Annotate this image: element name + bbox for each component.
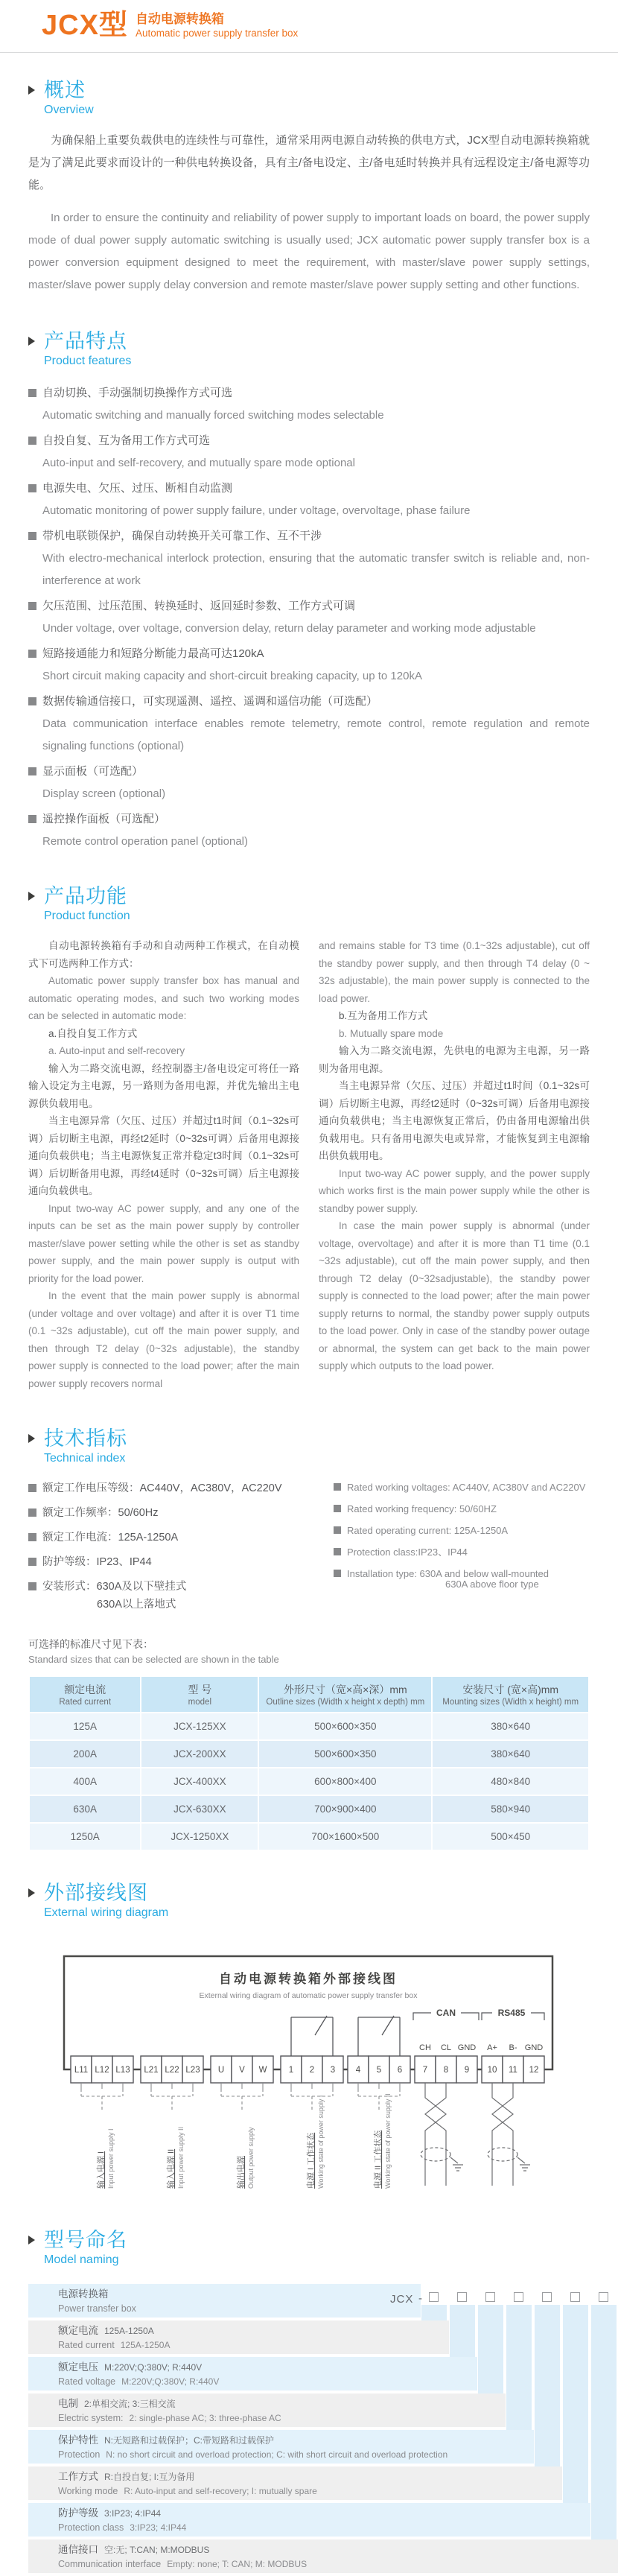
section-heading-en: Technical index bbox=[44, 1452, 126, 1465]
terminal-label: L11 bbox=[74, 2066, 89, 2075]
section-heading-en: Model naming bbox=[44, 2253, 119, 2266]
cell-outline-size: 600×800×400 bbox=[258, 1768, 432, 1795]
terminal-label: U bbox=[217, 2066, 225, 2075]
feature-en: Auto-input and self-recovery, and mutually spare mode optional bbox=[42, 457, 355, 469]
group-label-zh: 输入电源 II bbox=[167, 2148, 176, 2189]
tech-item-en: Rated working voltages: AC440V, AC380V and AC220V bbox=[347, 1482, 586, 1493]
section-arrow-icon bbox=[28, 86, 35, 95]
tech-item-en-extra: 630A above floor type bbox=[445, 1579, 539, 1590]
terminal-label: 4 bbox=[355, 2066, 361, 2075]
function-paragraph: In case the main power supply is abnormal (under voltage, overvoltage) and after it is more than T1 time (0.1 ~32s adjustable), cut off the main power supply, and then through T2 delay (0~32sadjustable), the standby power supply is connected to the load power; after the main power supply returns to normal, the standby power supply outputs to the load power. Only in case of the standby power outage or abnormal, the system can get back to the main power supply which outputs to the load power. bbox=[319, 1220, 590, 1371]
model-code-box bbox=[457, 2292, 467, 2302]
function-column-left bbox=[28, 937, 299, 1392]
feature-item bbox=[28, 478, 590, 522]
wiring-diagram-svg bbox=[60, 1940, 558, 2199]
naming-row: 保护特性 N:无短路和过载保护；C:带短路和过载保护 Protection N: no short circuit and overload protection; C: with short circuit and overload protection bbox=[28, 2430, 534, 2464]
terminal-label: 11 bbox=[509, 2066, 517, 2075]
function-column-right bbox=[319, 937, 590, 1392]
group-label-zh: 电源 II 工作状态 bbox=[374, 2130, 383, 2189]
naming-column-strip bbox=[535, 2305, 560, 2466]
tech-item-zh: 额定工作电流：125A-1250A bbox=[42, 1532, 179, 1544]
feature-zh: 显示面板（可选配） bbox=[42, 765, 144, 778]
section-heading-zh: 外部接线图 bbox=[44, 1882, 148, 1904]
bullet-square-icon bbox=[334, 1505, 341, 1512]
contact-symbol-1 bbox=[291, 2016, 333, 2056]
function-paragraph: In the event that the main power supply is abnormal (under voltage and over voltage) and after it is over T1 time (0.1 ~32s adjustable), cut off the main power supply, and then through T2 delay (0~32s adjustable), the standby power supply is connected to the load power; after the main power supply recovers normal bbox=[28, 1290, 299, 1389]
col-header-rated-current: 额定电流 Rated current bbox=[29, 1676, 141, 1713]
function-paragraph: Input two-way AC power supply, and the power supply which works first is the main power supply while the other is standby power supply. bbox=[319, 1167, 590, 1214]
table-header-row bbox=[29, 1676, 589, 1713]
tech-item-zh: 安装形式：630A及以下壁挂式 bbox=[42, 1581, 187, 1593]
model-code-box bbox=[429, 2292, 439, 2302]
cell-model: JCX-1250XX bbox=[141, 1823, 258, 1850]
terminal-label: 8 bbox=[443, 2066, 449, 2075]
model-code-box bbox=[542, 2292, 552, 2302]
section-heading-zh: 型号命名 bbox=[44, 2229, 127, 2251]
model-naming-diagram bbox=[28, 2284, 618, 2576]
feature-zh: 欠压范围、过压范围、转换延时、返回延时参数、工作方式可调 bbox=[42, 600, 356, 612]
function-paragraph: 当主电源异常（欠压、过压）并超过t1时间（0.1~32s可调）后切断主电源，再经t2延时（0~32s可调）后备用电源接通向负载供电；当主电源恢复正常后，仍由备用电源输出供负载用电。只有备用电源失电或异常，才能恢复到主电源输出供负载用电。 bbox=[319, 1080, 590, 1161]
terminal-label: L21 bbox=[144, 2066, 159, 2075]
wiring-title-zh: 自动电源转换箱外部接线图 bbox=[219, 1972, 398, 1986]
section-technical-index bbox=[28, 1427, 590, 1611]
feature-item bbox=[28, 643, 590, 688]
cell-mounting-size: 380×640 bbox=[432, 1740, 589, 1768]
feature-item bbox=[28, 430, 590, 475]
naming-row: 工作方式 R:自投自复; I:互为备用 Working mode R: Auto-input and self-recovery; I: mutually spare bbox=[28, 2466, 562, 2500]
section-standard-sizes bbox=[28, 1637, 590, 1851]
can-label: CAN bbox=[436, 2008, 456, 2018]
terminal-label: L13 bbox=[115, 2066, 130, 2075]
naming-column-strip bbox=[563, 2305, 588, 2503]
group-label-zh: 电源 I 工作状态 bbox=[307, 2132, 316, 2189]
group-label-en: Working state of power supply II bbox=[384, 2093, 392, 2189]
naming-row: 防护等级 3:IP23; 4:IP44 Protection class 3:IP23; 4:IP44 bbox=[28, 2503, 590, 2537]
feature-en: Automatic monitoring of power supply failure, under voltage, overvoltage, phase failure bbox=[42, 504, 471, 517]
feature-zh: 自投自复、互为备用工作方式可选 bbox=[42, 434, 211, 447]
col-header-mounting-sizes: 安装尺寸 (宽×高)mm Mounting sizes (Width x height) mm bbox=[432, 1676, 589, 1713]
overview-paragraph-en: In order to ensure the continuity and reliability of power supply to important loads on board, the power supply mode of dual power supply automatic switching is usually used; JCX automatic power supply transfer box is a power conversion equipment designed to meet the requirement, with master/slave power supply settings, master/slave power supply delay conversion and remote master/slave power supply setting and other functions. bbox=[28, 212, 590, 291]
cell-rated-current: 630A bbox=[29, 1795, 141, 1823]
terminal-label: L22 bbox=[165, 2066, 179, 2075]
function-paragraph: 当主电源异常（欠压、过压）并超过t1时间（0.1~32s可调）后切断主电源，再经t2延时（0~32s可调）后备用电源接通向负载供电；当主电源恢复正常并稳定t3时间（0.1~32s可调）后切断备用电源，再经t4延时（0~32s可调）后主电源接通向负载供电。 bbox=[28, 1115, 299, 1196]
terminal-label: 12 bbox=[529, 2066, 539, 2075]
sizes-intro-en: Standard sizes that can be selected are shown in the table bbox=[28, 1654, 279, 1665]
bullet-square-icon bbox=[28, 767, 36, 775]
section-overview bbox=[28, 78, 590, 296]
feature-item bbox=[28, 595, 590, 640]
cell-rated-current: 1250A bbox=[29, 1823, 141, 1850]
terminal-label: L12 bbox=[95, 2066, 109, 2075]
table-row bbox=[29, 1795, 589, 1823]
feature-en: With electro-mechanical interlock protection, ensuring that the automatic transfer switch is reliable and, non-interference at work bbox=[42, 552, 590, 587]
tech-item-zh-extra: 630A以上落地式 bbox=[97, 1599, 176, 1611]
function-paragraph: b.互为备用工作方式 bbox=[339, 1010, 428, 1021]
feature-zh: 自动切换、手动强制切换操作方式可选 bbox=[42, 387, 233, 399]
page-header bbox=[0, 0, 618, 40]
cell-rated-current: 400A bbox=[29, 1768, 141, 1795]
cell-outline-size: 500×600×350 bbox=[258, 1713, 432, 1740]
overview-paragraph-zh: 为确保船上重要负载供电的连续性与可靠性，通常采用两电源自动转换的供电方式，JCX型自动电源转换箱就是为了满足此要求而设计的一种供电转换设备，具有主/备电设定、主/备电延时转换并具有远程设定主/备电源等功能。 bbox=[28, 134, 590, 191]
terminal-strip bbox=[71, 2056, 544, 2083]
model-code-box bbox=[485, 2292, 495, 2302]
pin-label: GND bbox=[524, 2043, 544, 2052]
col-header-outline-sizes: 外形尺寸（宽×高×深）mm Outline sizes (Width x height x depth) mm bbox=[258, 1676, 432, 1713]
bullet-square-icon bbox=[28, 389, 36, 397]
model-code-box bbox=[514, 2292, 523, 2302]
feature-zh: 电源失电、欠压、过压、断相自动监测 bbox=[42, 482, 233, 495]
function-paragraph: and remains stable for T3 time (0.1~32s adjustable), cut off the standby power supply, and then through T4 delay (0 ~ 32s adjustable), the main power supply is connected to the load power. bbox=[319, 940, 590, 1004]
section-heading-en: Product function bbox=[44, 910, 130, 922]
wire-stubs bbox=[81, 2083, 400, 2110]
pin-label: GND bbox=[457, 2043, 477, 2052]
bullet-square-icon bbox=[334, 1526, 341, 1534]
section-heading-en: Overview bbox=[44, 104, 94, 116]
cell-mounting-size: 500×450 bbox=[432, 1823, 589, 1850]
feature-en: Under voltage, over voltage, conversion delay, return delay parameter and working mode adjustable bbox=[42, 622, 536, 635]
naming-column-strip bbox=[506, 2305, 532, 2430]
cell-mounting-size: 580×940 bbox=[432, 1795, 589, 1823]
bullet-square-icon bbox=[28, 484, 36, 492]
tech-item-en: Protection class:IP23、IP44 bbox=[347, 1546, 468, 1558]
product-title-zh: 自动电源转换箱 bbox=[135, 12, 224, 26]
naming-column-strip bbox=[591, 2305, 617, 2539]
group-label-en: Output power supply bbox=[247, 2127, 255, 2189]
function-paragraph: 输入为二路交流电源，先供电的电源为主电源，另一路则为备用电源。 bbox=[319, 1045, 590, 1074]
terminal-label: L23 bbox=[185, 2066, 200, 2075]
section-model-naming bbox=[28, 2228, 590, 2576]
section-product-function bbox=[28, 884, 590, 1392]
function-paragraph: 自动电源转换箱有手动和自动两种工作模式，在自动模式下可选两种工作方式： bbox=[28, 940, 299, 969]
naming-row: 通信接口 空:无; T:CAN; M:MODBUS Communication interface Empty: none; T: CAN; M: MODBUS bbox=[28, 2539, 618, 2573]
bullet-square-icon bbox=[28, 650, 36, 658]
terminal-label: W bbox=[258, 2066, 267, 2075]
terminal-label: 7 bbox=[422, 2066, 428, 2075]
group-label-zh: 输入电源 I bbox=[97, 2151, 106, 2189]
bullet-square-icon bbox=[28, 532, 36, 540]
tech-item-en: Installation type: 630A and below wall-mounted bbox=[347, 1568, 549, 1579]
bullet-square-icon bbox=[334, 1570, 341, 1577]
naming-row: 额定电流 125A-1250A Rated current 125A-1250A bbox=[28, 2320, 449, 2354]
section-arrow-icon bbox=[28, 1434, 35, 1443]
feature-item bbox=[28, 691, 590, 758]
section-arrow-icon bbox=[28, 2236, 35, 2245]
naming-column-strip bbox=[450, 2305, 475, 2357]
pin-label: CH bbox=[419, 2043, 431, 2052]
tech-item-en: Rated operating current: 125A-1250A bbox=[347, 1525, 509, 1536]
function-paragraph: 输入为二路交流电源，经控制器主/备电设定可将任一路输入设定为主电源，另一路则为备用电源，并优先输出主电源供负载用电。 bbox=[28, 1062, 299, 1109]
feature-item bbox=[28, 808, 590, 853]
sizes-intro-zh: 可选择的标准尺寸见下表： bbox=[28, 1638, 153, 1650]
bullet-square-icon bbox=[28, 815, 36, 823]
group-label-en: Input power supply I bbox=[107, 2128, 115, 2189]
tech-column-en bbox=[334, 1481, 590, 1611]
tech-item-zh: 额定工作频率：50/60Hz bbox=[42, 1507, 159, 1519]
terminal-label: 5 bbox=[376, 2066, 382, 2075]
function-paragraph: b. Mutually spare mode bbox=[339, 1027, 444, 1039]
bullet-square-icon bbox=[334, 1483, 341, 1491]
terminal-label: 9 bbox=[464, 2066, 470, 2075]
model-dash: - bbox=[418, 2292, 422, 2305]
naming-row: 电制 2:单相交流; 3:三相交流 Electric system: 2: single-phase AC; 3: three-phase AC bbox=[28, 2393, 506, 2427]
terminal-label: V bbox=[239, 2066, 245, 2075]
feature-en: Short circuit making capacity and short-circuit breaking capacity, up to 120kA bbox=[42, 670, 422, 682]
naming-column-strip bbox=[421, 2305, 447, 2320]
wiring-diagram bbox=[60, 1940, 558, 2203]
section-arrow-icon bbox=[28, 1888, 35, 1897]
feature-item bbox=[28, 382, 590, 427]
group-label-zh: 输出电源 bbox=[237, 2156, 246, 2189]
bullet-square-icon bbox=[28, 1533, 36, 1541]
feature-item bbox=[28, 525, 590, 592]
feature-en: Remote control operation panel (optional) bbox=[42, 835, 248, 848]
model-code-box bbox=[570, 2292, 580, 2302]
product-title-en: Automatic power supply transfer box bbox=[135, 28, 299, 39]
cell-model: JCX-125XX bbox=[141, 1713, 258, 1740]
feature-zh: 带机电联锁保护，确保自动转换开关可靠工作、互不干涉 bbox=[42, 530, 322, 542]
cell-model: JCX-400XX bbox=[141, 1768, 258, 1795]
model-prefix: JCX bbox=[390, 2293, 414, 2306]
bullet-square-icon bbox=[28, 602, 36, 610]
tech-column-zh bbox=[28, 1481, 334, 1611]
cell-outline-size: 700×1600×500 bbox=[258, 1823, 432, 1850]
section-heading-zh: 产品功能 bbox=[44, 885, 127, 907]
standard-sizes-table bbox=[28, 1675, 590, 1851]
table-row bbox=[29, 1740, 589, 1768]
function-paragraph: a.自投自复工作方式 bbox=[48, 1027, 138, 1039]
group-label-en: Input power supply II bbox=[177, 2126, 185, 2189]
cell-mounting-size: 480×840 bbox=[432, 1768, 589, 1795]
table-row bbox=[29, 1768, 589, 1795]
section-arrow-icon bbox=[28, 337, 35, 346]
terminal-label: 2 bbox=[309, 2066, 315, 2075]
twisted-pair-can bbox=[421, 2083, 463, 2186]
terminal-label: 10 bbox=[487, 2066, 497, 2075]
bullet-square-icon bbox=[28, 1558, 36, 1566]
cell-model: JCX-630XX bbox=[141, 1795, 258, 1823]
pin-label: B- bbox=[509, 2043, 517, 2052]
wiring-title-en: External wiring diagram of automatic power supply transfer box bbox=[199, 1991, 418, 2000]
cell-model: JCX-200XX bbox=[141, 1740, 258, 1768]
section-arrow-icon bbox=[28, 892, 35, 901]
terminal-label: 1 bbox=[288, 2066, 294, 2075]
function-paragraph: a. Auto-input and self-recovery bbox=[48, 1045, 185, 1056]
section-heading-en: Product features bbox=[44, 355, 132, 367]
bullet-square-icon bbox=[28, 1484, 36, 1492]
section-heading-zh: 概述 bbox=[44, 79, 86, 101]
cell-outline-size: 500×600×350 bbox=[258, 1740, 432, 1768]
naming-row: 额定电压 M:220V;Q:380V; R:440V Rated voltage M:220V;Q:380V; R:440V bbox=[28, 2357, 477, 2391]
header-divider bbox=[0, 52, 618, 53]
table-row bbox=[29, 1713, 589, 1740]
col-header-model: 型 号 model bbox=[141, 1676, 258, 1713]
twisted-pair-rs485 bbox=[488, 2083, 530, 2186]
section-external-wiring bbox=[28, 1881, 590, 2203]
bullet-square-icon bbox=[334, 1548, 341, 1555]
tech-item-zh: 额定工作电压等级：AC440V，AC380V，AC220V bbox=[42, 1482, 282, 1494]
bullet-square-icon bbox=[28, 1509, 36, 1517]
feature-item bbox=[28, 761, 590, 805]
section-heading-en: External wiring diagram bbox=[44, 1906, 169, 1919]
naming-column-strip bbox=[478, 2305, 503, 2393]
wire-group-labels bbox=[95, 2093, 392, 2189]
section-product-features bbox=[28, 329, 590, 853]
bullet-square-icon bbox=[28, 1582, 36, 1590]
feature-zh: 遥控操作面板（可选配） bbox=[42, 813, 166, 825]
feature-en: Data communication interface enables remote telemetry, remote control, remote regulation and remote signaling functions (optional) bbox=[42, 717, 590, 752]
pin-label: CL bbox=[440, 2043, 452, 2052]
group-label-en: Working state of power supply I bbox=[317, 2095, 325, 2189]
bullet-square-icon bbox=[28, 437, 36, 445]
feature-en: Automatic switching and manually forced switching modes selectable bbox=[42, 409, 384, 422]
cell-mounting-size: 380×640 bbox=[432, 1713, 589, 1740]
bullet-square-icon bbox=[28, 697, 36, 705]
cell-outline-size: 700×900×400 bbox=[258, 1795, 432, 1823]
feature-zh: 短路接通能力和短路分断能力最高可达120kA bbox=[42, 647, 264, 660]
cell-rated-current: 125A bbox=[29, 1713, 141, 1740]
rs485-label: RS485 bbox=[497, 2008, 526, 2018]
feature-en: Display screen (optional) bbox=[42, 787, 166, 800]
function-paragraph: Input two-way AC power supply, and any one of the inputs can be set as the main power supply by controller master/slave power setting while the other is set as standby power supply, and the main power supply is output with priority for the load power. bbox=[28, 1202, 299, 1284]
table-row bbox=[29, 1823, 589, 1850]
pin-label: A+ bbox=[487, 2043, 497, 2052]
terminal-label: 3 bbox=[330, 2066, 336, 2075]
feature-zh: 数据传输通信接口，可实现遥测、遥控、遥调和遥信功能（可选配） bbox=[42, 695, 378, 708]
terminal-label: 6 bbox=[397, 2066, 403, 2075]
model-code-box bbox=[599, 2292, 608, 2302]
cell-rated-current: 200A bbox=[29, 1740, 141, 1768]
tech-item-en: Rated working frequency: 50/60HZ bbox=[347, 1503, 497, 1514]
section-heading-zh: 技术指标 bbox=[44, 1427, 127, 1450]
naming-row: 电源转换箱 Power transfer box bbox=[28, 2284, 421, 2318]
contact-symbol-2 bbox=[358, 2016, 400, 2056]
tech-item-zh: 防护等级：IP23、IP44 bbox=[42, 1556, 152, 1568]
section-heading-zh: 产品特点 bbox=[44, 330, 127, 352]
function-paragraph: Automatic power supply transfer box has manual and automatic operating modes, and such two working modes can be selected in automatic mode: bbox=[28, 975, 299, 1021]
product-model-title: JCX型 bbox=[42, 10, 128, 41]
